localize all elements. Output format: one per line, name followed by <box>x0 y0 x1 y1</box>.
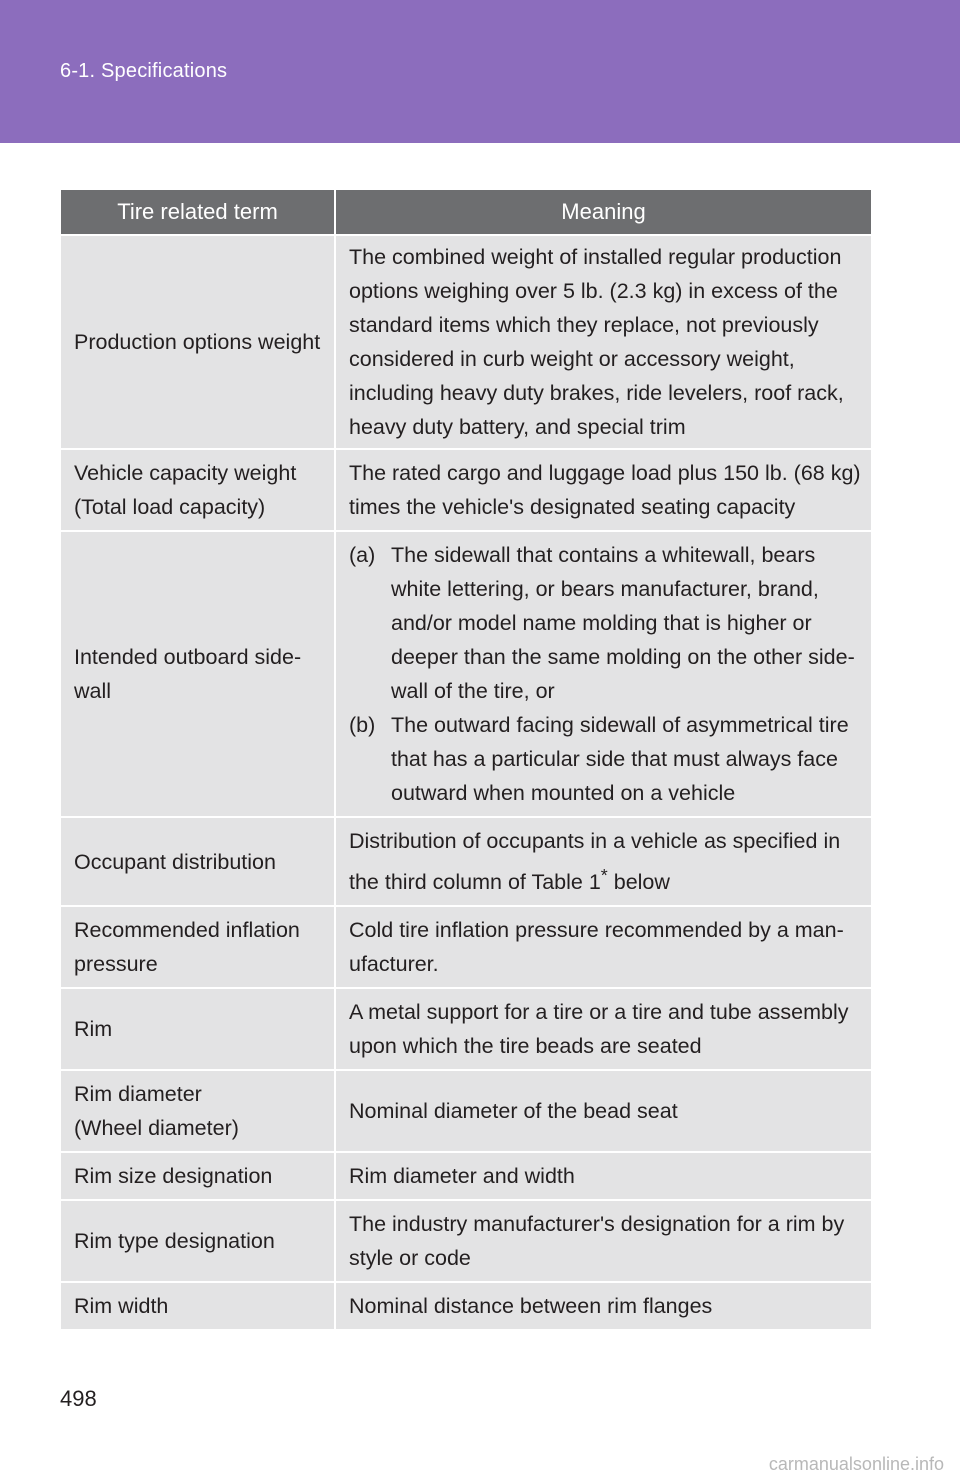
list-item-text: The outward facing sidewall of asymmetrical tire that has a particular side that must always face outward when mounted on a vehicle <box>391 713 849 805</box>
list-item <box>349 708 865 810</box>
table-row <box>61 1282 871 1329</box>
table-row <box>61 1152 871 1200</box>
section-title: 6-1. Specifications <box>60 60 228 82</box>
table-row <box>61 988 871 1070</box>
list-marker: (a) <box>349 543 376 567</box>
term-cell: Rim width <box>61 1282 335 1329</box>
page-number: 498 <box>60 1386 97 1411</box>
table-row <box>61 906 871 988</box>
meaning-cell: Rim diameter and width <box>335 1152 871 1200</box>
term-cell: Rim <box>61 988 335 1070</box>
meaning-cell: A metal support for a tire or a tire and tube assembly upon which the tire beads are seated <box>335 988 871 1070</box>
tire-terms-table <box>61 190 871 1329</box>
term-cell: Recommended inflation pressure <box>61 906 335 988</box>
meaning-cell: The industry manufacturer's designation for a rim by style or code <box>335 1200 871 1282</box>
table-row <box>61 1200 871 1282</box>
list-item-text: The sidewall that contains a whitewall, bears white lettering, or bears manufacturer, brand, and/or model name molding that is higher or deeper than the same molding on the other side-wall of the tire, or <box>391 543 855 703</box>
table-row <box>61 531 871 817</box>
meaning-cell: The rated cargo and luggage load plus 150 lb. (68 kg) times the vehicle's designated seating capacity <box>335 449 871 531</box>
term-cell: Rim size designation <box>61 1152 335 1200</box>
meaning-cell <box>335 531 871 817</box>
column-header-meaning: Meaning <box>335 190 871 235</box>
term-cell: Intended outboard side-wall <box>61 531 335 817</box>
meaning-cell: The combined weight of installed regular production options weighing over 5 lb. (2.3 kg) in excess of the standard items which they replace, not previously considered in curb weight or accessory weight, including heavy duty brakes, ride levelers, roof rack, heavy duty battery, and special trim <box>335 235 871 449</box>
term-cell: Production options weight <box>61 235 335 449</box>
term-cell: Rim type designation <box>61 1200 335 1282</box>
meaning-cell: Cold tire inflation pressure recommended by a man-ufacturer. <box>335 906 871 988</box>
meaning-cell: Nominal distance between rim flanges <box>335 1282 871 1329</box>
meaning-text-tail: below <box>607 870 670 895</box>
meaning-text: Distribution of occupants in a vehicle as specified in the third column of Table 1 <box>349 829 841 895</box>
table-row <box>61 817 871 906</box>
meaning-cell: Nominal diameter of the bead seat <box>335 1070 871 1152</box>
list-item <box>349 538 865 708</box>
term-cell: Vehicle capacity weight (Total load capacity) <box>61 449 335 531</box>
header-band <box>0 0 960 143</box>
term-cell <box>61 1070 335 1152</box>
list-marker: (b) <box>349 713 376 737</box>
meaning-cell <box>335 817 871 906</box>
meaning-list <box>349 538 865 810</box>
term-cell: Occupant distribution <box>61 817 335 906</box>
table-row <box>61 235 871 449</box>
footnote-marker: * <box>600 865 608 885</box>
table-header-row <box>61 190 871 235</box>
table-row <box>61 449 871 531</box>
table-row <box>61 1070 871 1152</box>
term-line: (Wheel diameter) <box>74 1116 239 1141</box>
column-header-term: Tire related term <box>61 190 335 235</box>
term-line: Rim diameter <box>74 1082 202 1107</box>
watermark: carmanualsonline.info <box>768 1454 944 1474</box>
